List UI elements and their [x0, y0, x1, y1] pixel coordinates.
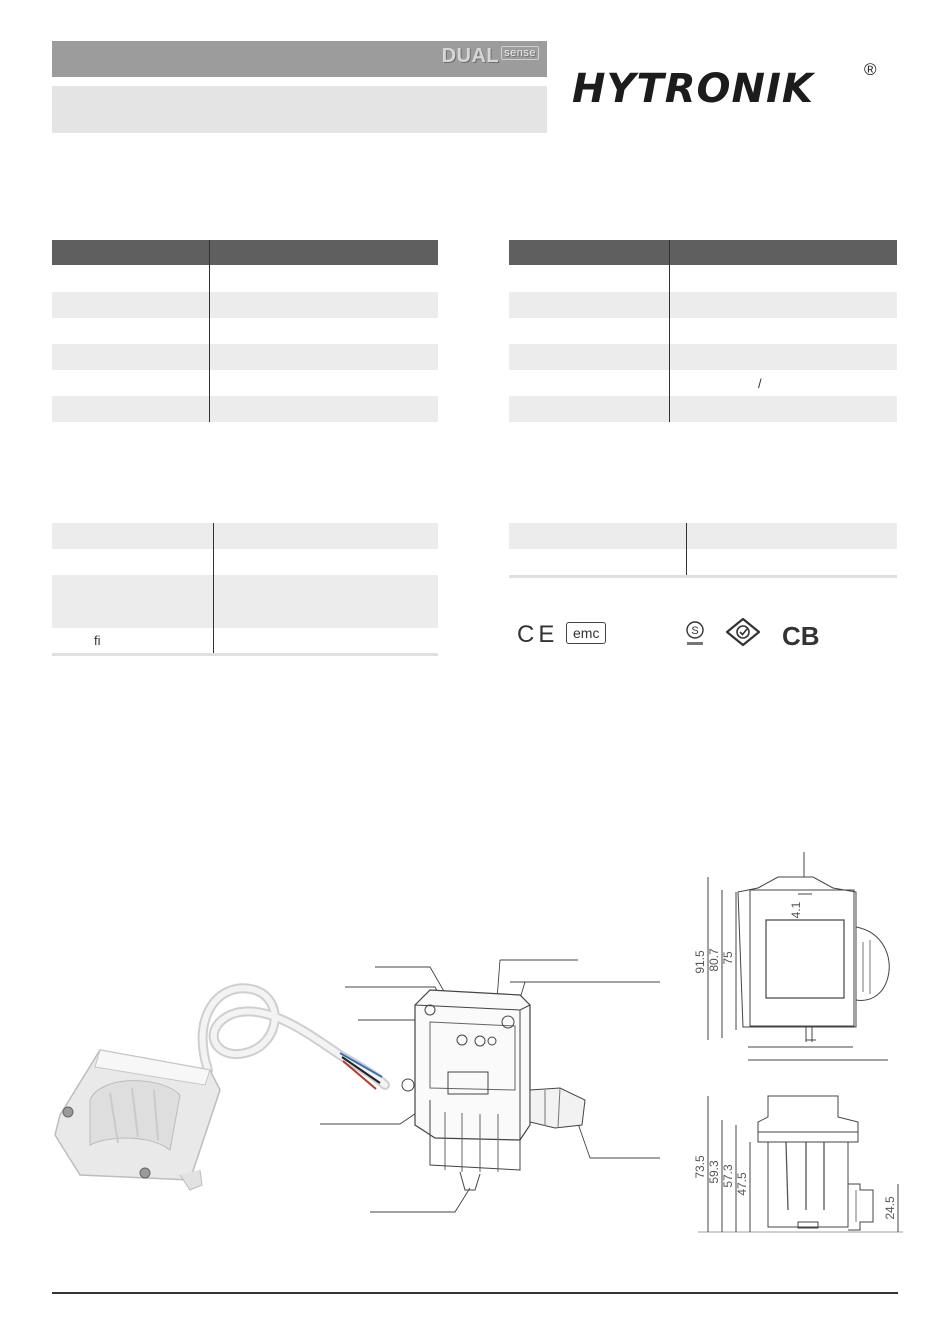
dim-4-1: 4.1 — [789, 901, 803, 919]
spec-table-right — [509, 240, 897, 422]
dim-57-3: 57.3 — [721, 1164, 735, 1188]
dualsense-sub: sense — [501, 46, 539, 60]
footer-rule — [52, 1292, 898, 1294]
s-mark-icon — [684, 619, 706, 649]
dim-91-5: 91.5 — [693, 950, 707, 974]
side-dimension-drawing — [688, 1092, 913, 1242]
dim-24-5: 24.5 — [883, 1196, 897, 1220]
dualsense-main: DUAL — [441, 45, 500, 67]
emc-mark: emc — [566, 622, 606, 644]
rcm-mark-icon — [724, 616, 762, 648]
spec-table-left — [52, 240, 438, 422]
fi-mark: fi — [94, 633, 101, 648]
registered-mark: ® — [864, 60, 877, 79]
dim-80-7: 80.7 — [707, 948, 721, 972]
slash-mark: / — [758, 376, 762, 391]
ce-mark: CE — [517, 621, 559, 648]
dim-75: 75 — [721, 951, 735, 965]
title-bar — [52, 41, 547, 77]
front-dimension-drawing — [688, 852, 900, 1087]
brand-logo: HYTRONIK — [572, 66, 814, 112]
svg-text:S: S — [691, 625, 699, 637]
spec-table-left-2 — [52, 523, 438, 656]
dim-73-5: 73.5 — [693, 1155, 707, 1179]
dim-59-3: 59.3 — [707, 1160, 721, 1184]
dim-47-5: 47.5 — [735, 1172, 749, 1196]
subtitle-bar — [52, 86, 547, 133]
cb-mark: CB — [782, 621, 820, 651]
dualsense-badge — [442, 45, 539, 68]
spec-table-right-2 — [509, 523, 897, 578]
sensor-open-view-image — [320, 950, 665, 1225]
